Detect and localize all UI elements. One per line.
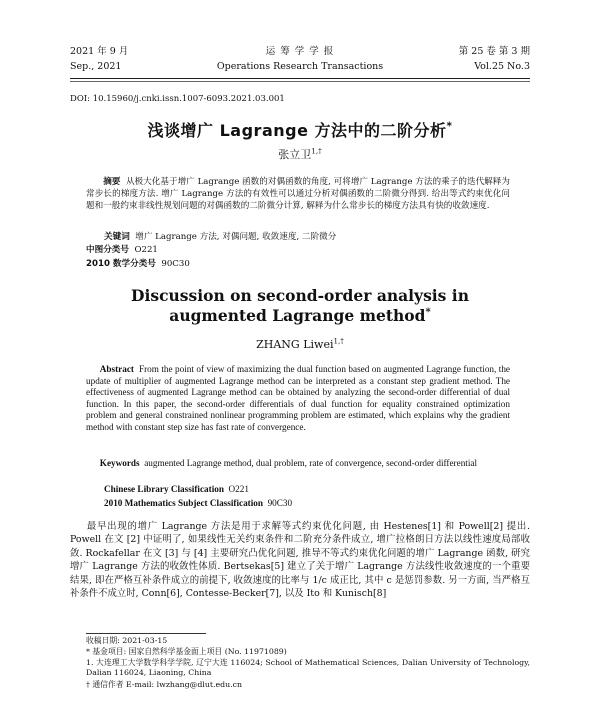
en-msc-value: 90C30 [267,498,293,508]
en-abstract-label: Abstract [99,364,134,374]
cn-title-text: 浅谈增广 Lagrange 方法中的二阶分析 [147,121,447,140]
en-clc-label: Chinese Library Classification [104,484,224,494]
cn-clc-value: O221 [134,245,158,255]
header-volume-cn: 第 25 卷 第 3 期 [458,46,530,57]
en-msc-label: 2010 Mathematics Subject Classification [104,498,263,508]
cn-msc [86,257,190,269]
header-journal-en: Operations Research Transactions [216,61,384,72]
cn-msc-label: 2010 数学分类号 [86,259,156,269]
header-rule-thin [70,81,530,82]
cn-author-mark: 1,† [311,146,322,156]
cn-author [70,146,530,162]
cn-clc [86,243,158,255]
en-title-mark: * [425,306,431,318]
en-author-mark: 1,† [333,336,344,346]
en-clc-value: O221 [228,484,249,494]
footnote-corresponding: † 通信作者 E-mail: lwzhang@dlut.edu.cn [86,680,243,689]
en-title-line2: augmented Lagrange method [169,306,426,325]
cn-title-mark: * [446,120,453,133]
en-title-line1: Discussion on second-order analysis in [131,286,469,305]
en-clc [104,484,249,494]
header-date-en: Sep., 2021 [70,61,122,72]
body-paragraph: 最早出现的增广 Lagrange 方法是用于求解等式约束优化问题, 由 Hestenes[1] 和 Powell[2] 提出. Powell 在文 [2] 中证明了, 如果线性无关约束条件和二阶充分条件成立, 增广拉格朗日方法以线性速度局部收敛. Rockafellar 在文 [3] 与 [4] 主要研究凸优化问题, 推导不等式约束优化问题的增广 Lagrange 函数, 研究增广 Lagrange 方法的收敛性体质. Bertsekas[5] 建立了关于增广 Lagrange 方法线性收敛速度的一个重要结果, 即在严格互补条件成立的前提下, 收敛速度的比率与 1/c 成正比, 其中 c 是惩罚参数. 另一方面, 当严格互补条件不成立时, Conn[6], Contesse-Becker[7], 以及 Ito 和 Kunisch[8] [70,521,530,600]
header-date-cn: 2021 年 9 月 [70,46,129,57]
footnote-affiliation: 1. 大连理工大学数学科学学院, 辽宁大连 116024; School of Mathematical Sciences, Dalian University of Technology, Dalian 116024, Liaoning, China [86,658,530,678]
footnote-received: 收稿日期: 2021-03-15 [86,636,168,645]
en-author [70,338,530,351]
cn-abstract [86,177,510,212]
header-journal-cn: 运 筹 学 学 报 [265,46,335,57]
en-keywords [86,458,510,470]
cn-abstract-text: 从极大化基于增广 Lagrange 函数的对偶函数的角度, 可将增广 Lagrange 方法的乘子的迭代解释为常步长的梯度方法. 增广 Lagrange 方法的有效性可以通过分析对偶函数的二阶微分得到. 给出等式约束优化问题和一般约束非线性规划问题的对偶函数的二阶微分计算, 解释为什么常步长的梯度方法具有快的收敛速度. [86,177,510,211]
en-keywords-text: augmented Lagrange method, dual problem, rate of convergence, second-order differential [144,458,478,468]
cn-author-name: 张立卫 [278,148,312,161]
footnote-fund: * 基金项目: 国家自然科学基金面上项目 (No. 11971089) [86,647,287,656]
en-author-name: ZHANG Liwei [256,338,334,351]
cn-keywords-label: 关键词 [104,232,130,242]
en-msc [104,498,292,508]
en-abstract [86,364,510,434]
header-rule [70,78,530,79]
footnote-rule [86,633,206,634]
doi: DOI: 10.15960/j.cnki.issn.1007-6093.2021.03.001 [70,94,285,104]
cn-clc-label: 中图分类号 [86,245,129,255]
cn-abstract-label: 摘要 [103,177,121,187]
en-keywords-label: Keywords [99,458,140,468]
en-abstract-text: From the point of view of maximizing the dual function based on augmented Lagrange function, the update of multiplier of augmented Lagrange method can be interpreted as a constant step gradient method. The effectiveness of augmented Lagrange method can be obtained by analyzing the second-order differential of dual function. In this paper, the second-order differentials of dual function for equality constrained optimization problem and general constrained nonlinear programming problem are estimated, which explains why the gradient method with constant step size has fast rate of convergence. [86,364,510,432]
header-volume-en: Vol.25 No.3 [474,61,530,72]
cn-keywords-text: 增广 Lagrange 方法, 对偶问题, 收敛速度, 二阶微分 [135,232,337,242]
cn-title [70,118,530,141]
cn-keywords [104,230,336,242]
en-title [70,286,530,326]
cn-msc-value: 90C30 [161,259,190,269]
